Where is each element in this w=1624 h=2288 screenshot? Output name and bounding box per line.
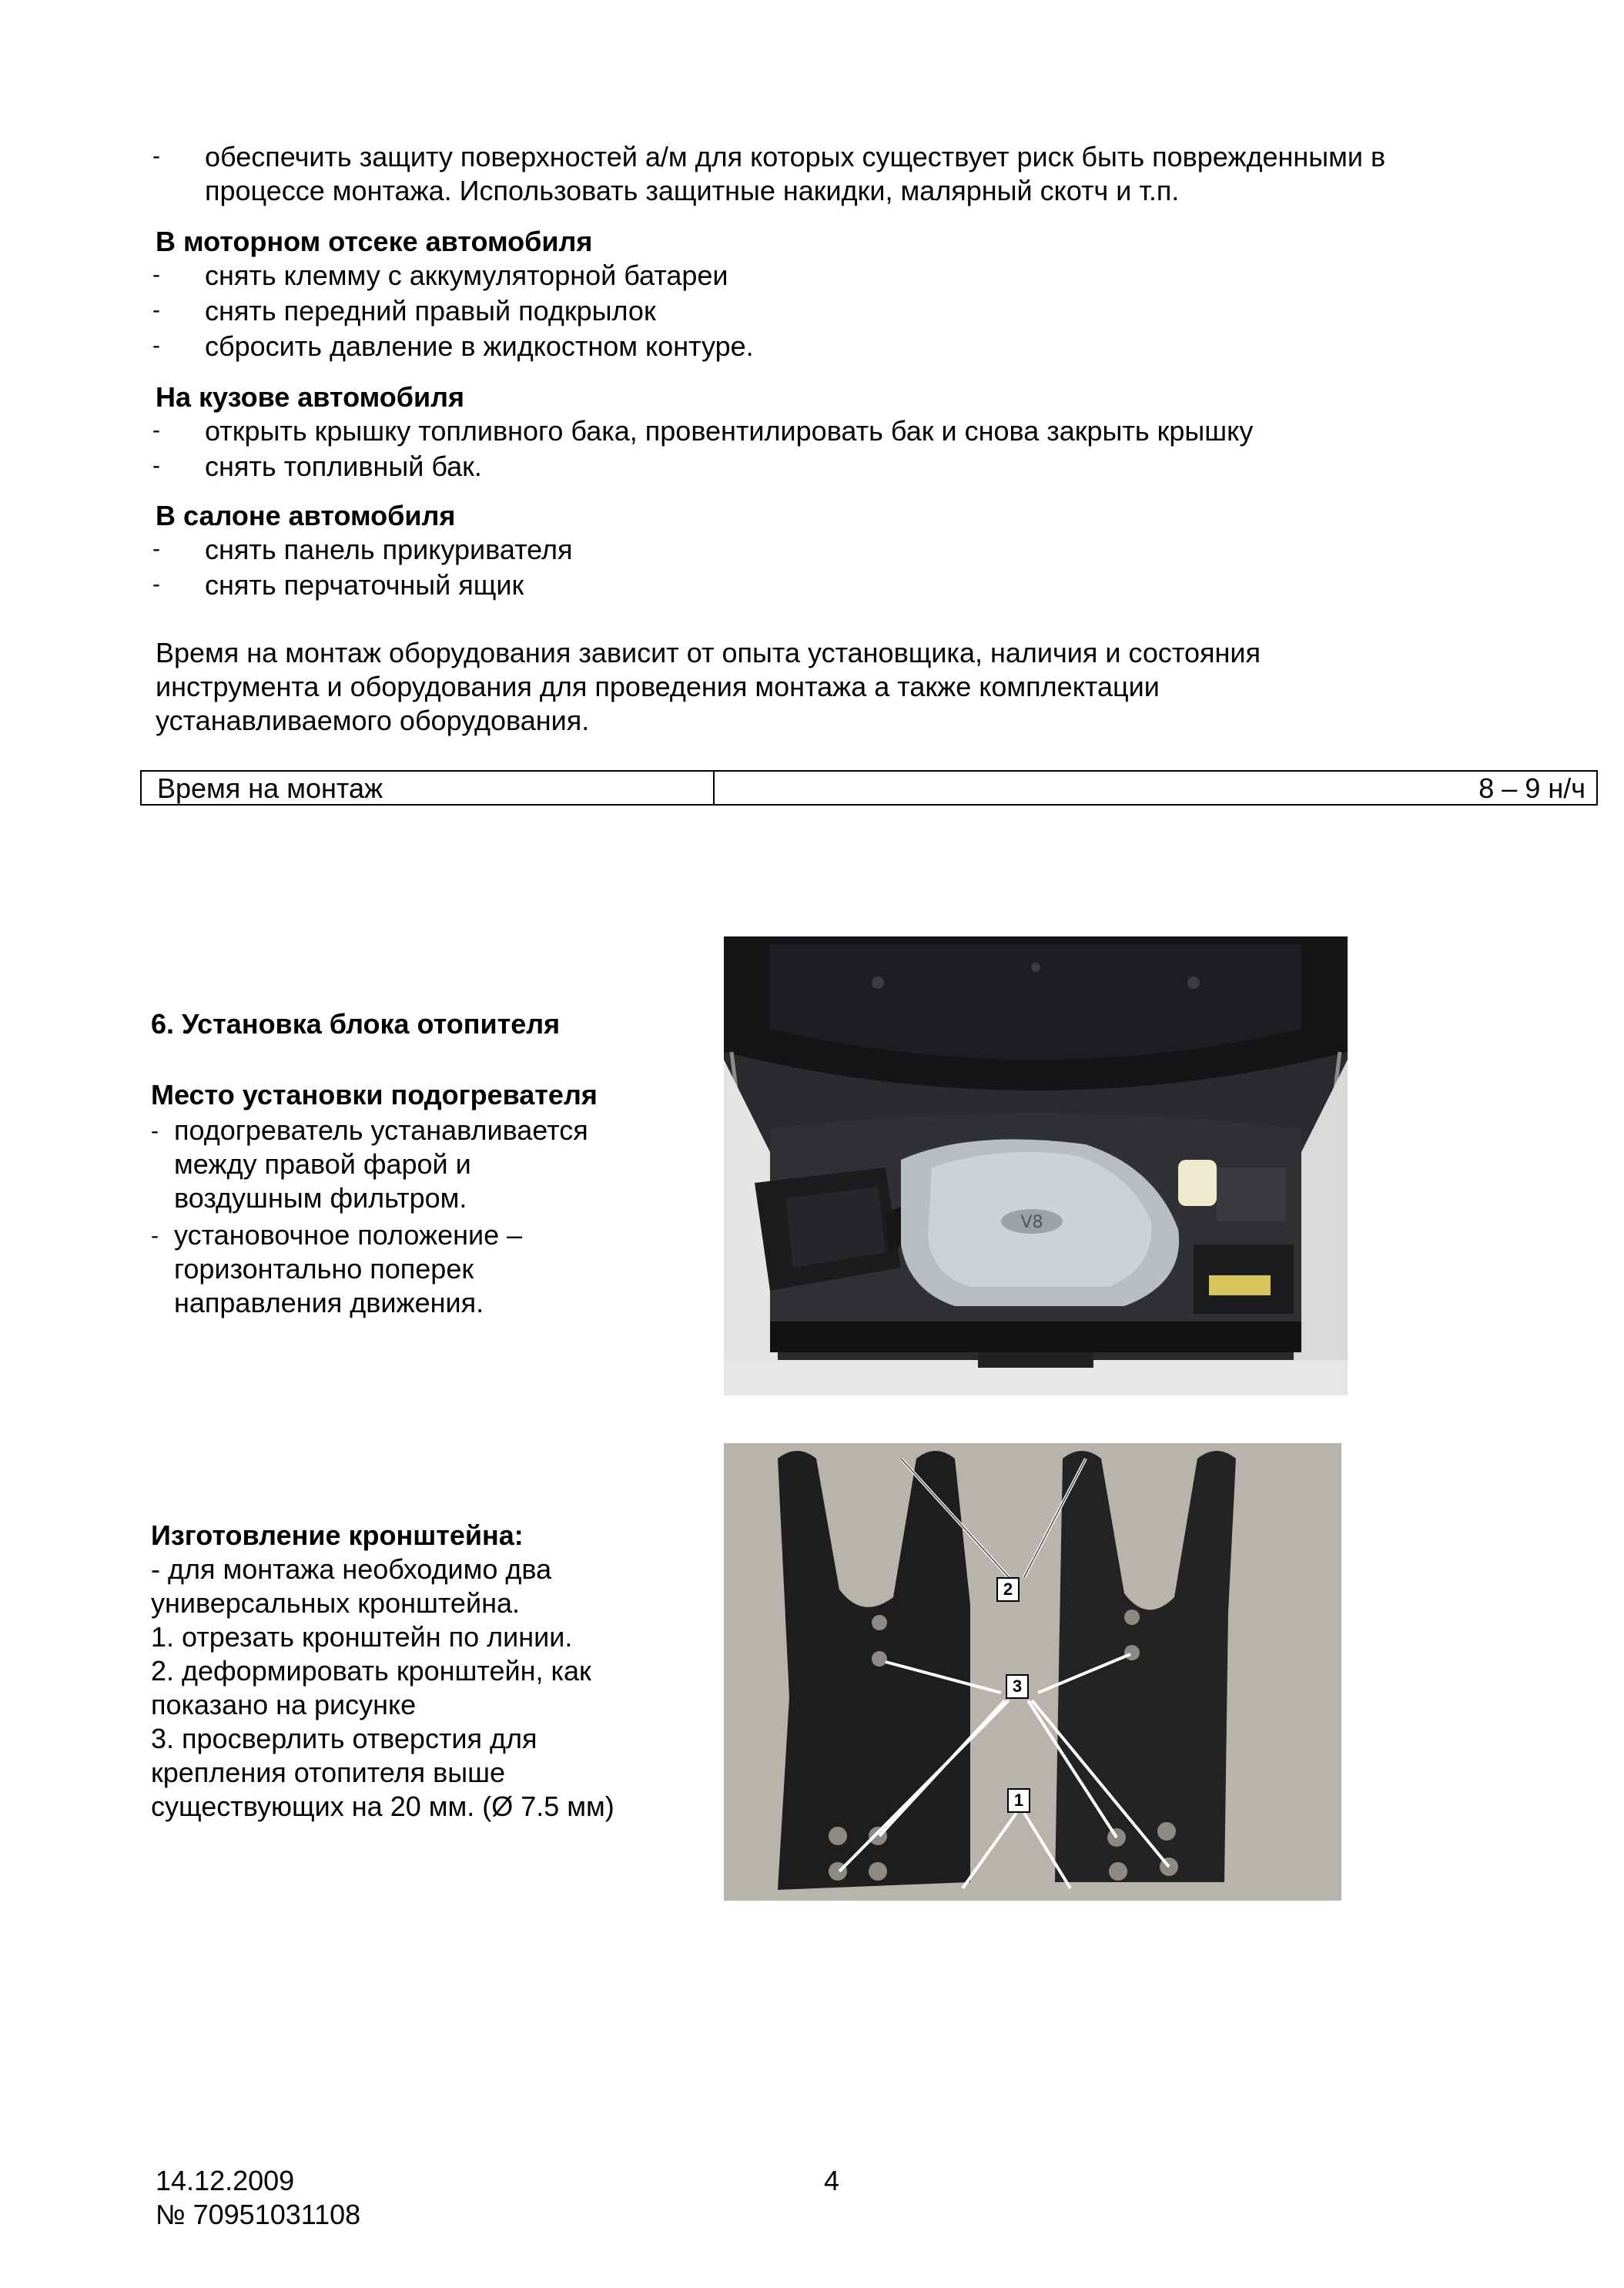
body-item: снять топливный бак.: [205, 451, 482, 482]
time-table-label: Время на монтаж: [157, 772, 383, 804]
bracket-line: показано на рисунке: [151, 1689, 417, 1720]
intro-line-1: обеспечить защиту поверхностей а/м для которых существует риск быть поврежденными в: [205, 141, 1386, 173]
bullet-dash: -: [152, 297, 160, 323]
time-note-line: Время на монтаж оборудования зависит от опыта установщика, наличия и состояния: [156, 637, 1261, 668]
bracket-line: 2. деформировать кронштейн, как: [151, 1655, 591, 1687]
callout-label: 2: [996, 1577, 1020, 1602]
section6-subheading: Место установки подогревателя: [151, 1079, 598, 1111]
bullet-dash: -: [152, 571, 160, 597]
cabin-item: снять перчаточный ящик: [205, 569, 524, 601]
time-note-line: устанавливаемого оборудования.: [156, 705, 590, 736]
time-note-line: инструмента и оборудования для проведения монтажа а также комплектации: [156, 671, 1160, 702]
cabin-item: снять панель прикуривателя: [205, 534, 573, 565]
time-table-value: 8 – 9 н/ч: [1478, 772, 1585, 804]
bullet-dash: -: [151, 1118, 159, 1144]
engine-bay-item: снять передний правый подкрылок: [205, 295, 656, 327]
bracket-line: крепления отопителя выше: [151, 1757, 506, 1788]
page-number: 4: [824, 2165, 840, 2196]
engine-bay-photo: [724, 936, 1348, 1395]
intro-line-2: процессе монтажа. Использовать защитные накидки, малярный скотч и т.п.: [205, 175, 1180, 206]
bullet-dash: -: [152, 536, 160, 561]
bracket-line: - для монтажа необходимо два: [151, 1553, 552, 1585]
footer-doc-number: № 70951031108: [156, 2199, 361, 2230]
bracket-line: 3. просверлить отверстия для: [151, 1723, 537, 1754]
callout-label: 3: [1006, 1674, 1029, 1699]
engine-bay-item: снять клемму с аккумуляторной батареи: [205, 260, 728, 291]
bracket-line: существующих на 20 мм. (Ø 7.5 мм): [151, 1791, 614, 1822]
bracket-line: универсальных кронштейна.: [151, 1587, 520, 1619]
bullet-dash: -: [151, 1223, 159, 1248]
body-heading: На кузове автомобиля: [156, 381, 464, 413]
section6-line: горизонтально поперек: [174, 1253, 474, 1285]
section6-line: установочное положение –: [174, 1219, 523, 1251]
callout-label: 1: [1007, 1788, 1030, 1813]
time-table: [140, 770, 1598, 806]
section6-line: между правой фарой и: [174, 1148, 471, 1180]
bullet-dash: -: [152, 333, 160, 358]
body-item: открыть крышку топливного бака, провентилировать бак и снова закрыть крышку: [205, 415, 1254, 447]
engine-bay-item: сбросить давление в жидкостном контуре.: [205, 330, 754, 362]
bullet-dash: -: [152, 262, 160, 287]
bullet-dash: -: [152, 417, 160, 443]
footer-date: 14.12.2009: [156, 2165, 295, 2196]
bracket-heading: Изготовление кронштейна:: [151, 1519, 524, 1551]
cabin-heading: В салоне автомобиля: [156, 500, 456, 531]
engine-bay-heading: В моторном отсеке автомобиля: [156, 226, 593, 257]
section6-line: подогреватель устанавливается: [174, 1114, 588, 1146]
section6-line: направления движения.: [174, 1287, 484, 1318]
table-divider: [713, 772, 715, 804]
engine-emblem: V8: [1020, 1213, 1043, 1232]
bracket-photo: [724, 1443, 1341, 1901]
section6-line: воздушным фильтром.: [174, 1182, 467, 1214]
bullet-dash: -: [152, 453, 160, 478]
section6-title: 6. Установка блока отопителя: [151, 1008, 561, 1040]
bracket-line: 1. отрезать кронштейн по линии.: [151, 1621, 573, 1653]
bullet-dash: -: [152, 143, 160, 169]
